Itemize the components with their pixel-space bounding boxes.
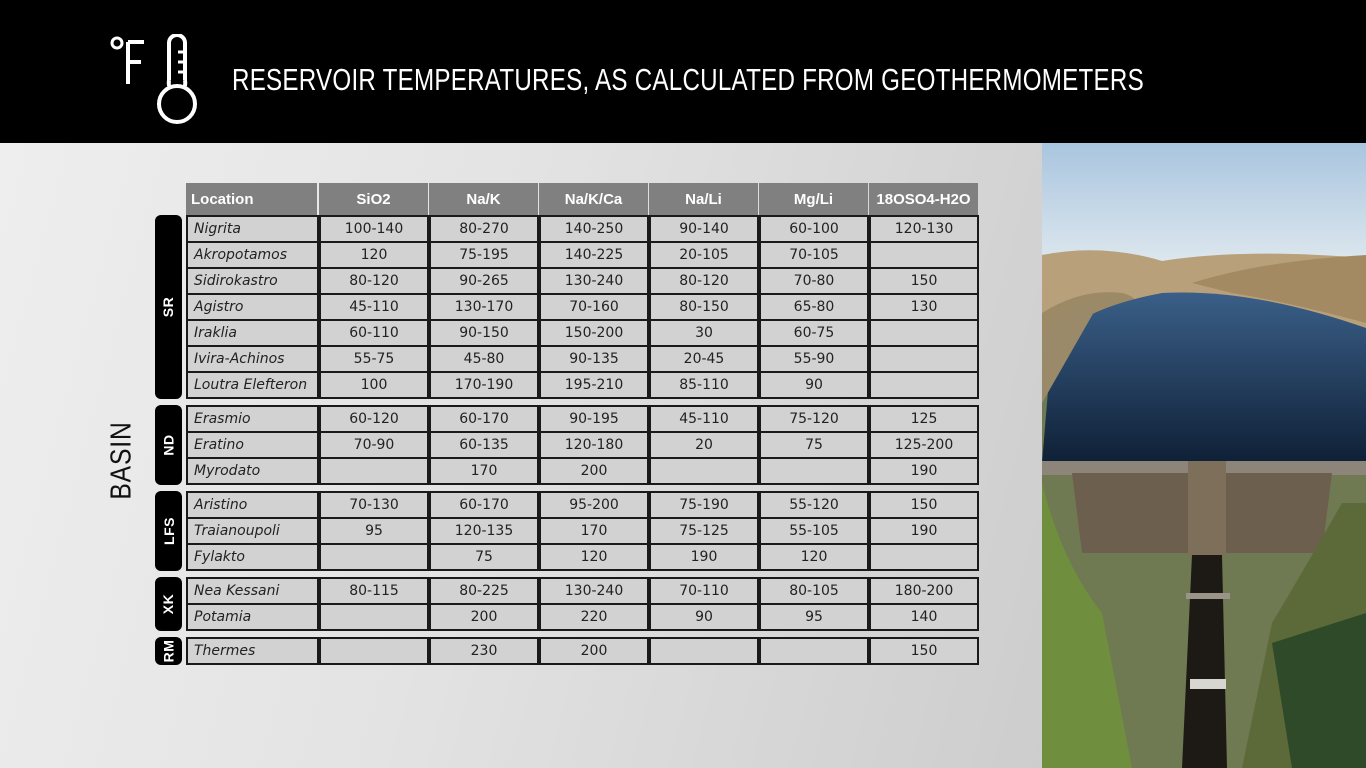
value-cell: 90-140 bbox=[649, 215, 759, 243]
location-cell: Nigrita bbox=[186, 215, 319, 243]
group-code: SR bbox=[160, 296, 177, 318]
value-cell bbox=[319, 543, 429, 571]
location-cell: Loutra Elefteron bbox=[186, 371, 319, 399]
group-code: LFS bbox=[160, 517, 177, 545]
location-cell: Iraklia bbox=[186, 319, 319, 347]
value-cell: 120-135 bbox=[429, 517, 539, 545]
column-header: Na/K/Ca bbox=[539, 183, 648, 215]
location-cell: Fylakto bbox=[186, 543, 319, 571]
value-cell: 80-120 bbox=[319, 267, 429, 295]
value-cell: 45-110 bbox=[319, 293, 429, 321]
group-tab-rm bbox=[155, 637, 182, 665]
value-cell: 140-250 bbox=[539, 215, 649, 243]
group-tab-xk bbox=[155, 577, 182, 631]
value-cell: 30 bbox=[649, 319, 759, 347]
value-cell: 75-195 bbox=[429, 241, 539, 269]
header-bar bbox=[0, 0, 1366, 143]
value-cell: 180-200 bbox=[869, 577, 979, 605]
value-cell bbox=[869, 371, 979, 399]
basin-axis-label bbox=[92, 420, 152, 500]
value-cell: 130 bbox=[869, 293, 979, 321]
reservoir-dam-photo bbox=[1042, 143, 1366, 768]
value-cell: 75-120 bbox=[759, 405, 869, 433]
value-cell: 60-110 bbox=[319, 319, 429, 347]
value-cell: 60-135 bbox=[429, 431, 539, 459]
value-cell: 120-180 bbox=[539, 431, 649, 459]
value-cell: 60-170 bbox=[429, 405, 539, 433]
value-cell: 90-135 bbox=[539, 345, 649, 373]
value-cell: 55-90 bbox=[759, 345, 869, 373]
value-cell: 70-90 bbox=[319, 431, 429, 459]
column-header: 18OSO4-H2O bbox=[869, 183, 978, 215]
group-code: XK bbox=[160, 593, 177, 615]
page-title: RESERVOIR TEMPERATURES, AS CALCULATED FROM GEOTHERMOMETERS bbox=[232, 62, 1144, 97]
value-cell bbox=[649, 457, 759, 485]
group-tab-lfs bbox=[155, 491, 182, 571]
location-cell: Sidirokastro bbox=[186, 267, 319, 295]
value-cell: 200 bbox=[539, 637, 649, 665]
column-header: Location bbox=[186, 183, 317, 215]
value-cell: 140 bbox=[869, 603, 979, 631]
value-cell: 120 bbox=[539, 543, 649, 571]
location-cell: Myrodato bbox=[186, 457, 319, 485]
value-cell: 230 bbox=[429, 637, 539, 665]
location-cell: Traianoupoli bbox=[186, 517, 319, 545]
group-tab-sr bbox=[155, 215, 182, 399]
value-cell: 100-140 bbox=[319, 215, 429, 243]
location-cell: Thermes bbox=[186, 637, 319, 665]
value-cell: 75-125 bbox=[649, 517, 759, 545]
value-cell: 100 bbox=[319, 371, 429, 399]
column-header: SiO2 bbox=[319, 183, 428, 215]
value-cell bbox=[869, 543, 979, 571]
location-cell: Agistro bbox=[186, 293, 319, 321]
value-cell: 70-80 bbox=[759, 267, 869, 295]
value-cell: 150 bbox=[869, 491, 979, 519]
basin-label-text: BASIN bbox=[105, 420, 138, 500]
column-header: Mg/Li bbox=[759, 183, 868, 215]
value-cell: 190 bbox=[869, 457, 979, 485]
value-cell: 80-105 bbox=[759, 577, 869, 605]
group-code: ND bbox=[160, 434, 177, 456]
value-cell: 195-210 bbox=[539, 371, 649, 399]
value-cell: 90 bbox=[649, 603, 759, 631]
value-cell: 55-75 bbox=[319, 345, 429, 373]
value-cell: 75-190 bbox=[649, 491, 759, 519]
value-cell: 45-80 bbox=[429, 345, 539, 373]
value-cell: 150-200 bbox=[539, 319, 649, 347]
location-cell: Eratino bbox=[186, 431, 319, 459]
value-cell: 90-150 bbox=[429, 319, 539, 347]
value-cell: 70-130 bbox=[319, 491, 429, 519]
value-cell: 60-100 bbox=[759, 215, 869, 243]
value-cell: 75 bbox=[759, 431, 869, 459]
location-cell: Potamia bbox=[186, 603, 319, 631]
value-cell bbox=[319, 637, 429, 665]
value-cell: 125 bbox=[869, 405, 979, 433]
value-cell: 60-170 bbox=[429, 491, 539, 519]
value-cell: 170 bbox=[429, 457, 539, 485]
value-cell: 170 bbox=[539, 517, 649, 545]
value-cell bbox=[869, 241, 979, 269]
value-cell: 90-265 bbox=[429, 267, 539, 295]
value-cell: 220 bbox=[539, 603, 649, 631]
group-code: RM bbox=[160, 639, 177, 663]
value-cell bbox=[759, 637, 869, 665]
value-cell: 80-150 bbox=[649, 293, 759, 321]
value-cell: 20 bbox=[649, 431, 759, 459]
value-cell: 95 bbox=[319, 517, 429, 545]
value-cell: 200 bbox=[539, 457, 649, 485]
value-cell: 130-170 bbox=[429, 293, 539, 321]
value-cell: 55-105 bbox=[759, 517, 869, 545]
group-tab-nd bbox=[155, 405, 182, 485]
value-cell: 65-80 bbox=[759, 293, 869, 321]
value-cell: 70-160 bbox=[539, 293, 649, 321]
value-cell bbox=[869, 345, 979, 373]
value-cell: 190 bbox=[869, 517, 979, 545]
value-cell: 120-130 bbox=[869, 215, 979, 243]
value-cell: 70-110 bbox=[649, 577, 759, 605]
value-cell: 80-115 bbox=[319, 577, 429, 605]
value-cell: 130-240 bbox=[539, 267, 649, 295]
value-cell: 120 bbox=[319, 241, 429, 269]
value-cell bbox=[319, 457, 429, 485]
value-cell: 60-75 bbox=[759, 319, 869, 347]
location-cell: Nea Kessani bbox=[186, 577, 319, 605]
value-cell: 20-105 bbox=[649, 241, 759, 269]
column-header: Na/Li bbox=[649, 183, 758, 215]
value-cell: 75 bbox=[429, 543, 539, 571]
value-cell: 95 bbox=[759, 603, 869, 631]
value-cell: 95-200 bbox=[539, 491, 649, 519]
value-cell: 125-200 bbox=[869, 431, 979, 459]
value-cell: 85-110 bbox=[649, 371, 759, 399]
value-cell bbox=[759, 457, 869, 485]
location-cell: Aristino bbox=[186, 491, 319, 519]
value-cell: 90-195 bbox=[539, 405, 649, 433]
column-header: Na/K bbox=[429, 183, 538, 215]
value-cell: 80-270 bbox=[429, 215, 539, 243]
value-cell: 45-110 bbox=[649, 405, 759, 433]
value-cell: 80-120 bbox=[649, 267, 759, 295]
value-cell: 170-190 bbox=[429, 371, 539, 399]
value-cell: 150 bbox=[869, 637, 979, 665]
value-cell bbox=[869, 319, 979, 347]
value-cell: 140-225 bbox=[539, 241, 649, 269]
value-cell: 90 bbox=[759, 371, 869, 399]
value-cell: 55-120 bbox=[759, 491, 869, 519]
value-cell: 80-225 bbox=[429, 577, 539, 605]
location-cell: Erasmio bbox=[186, 405, 319, 433]
value-cell: 130-240 bbox=[539, 577, 649, 605]
location-cell: Ivira-Achinos bbox=[186, 345, 319, 373]
location-cell: Akropotamos bbox=[186, 241, 319, 269]
value-cell: 120 bbox=[759, 543, 869, 571]
value-cell: 190 bbox=[649, 543, 759, 571]
thermometer-fahrenheit-icon bbox=[108, 34, 200, 128]
value-cell: 200 bbox=[429, 603, 539, 631]
value-cell: 20-45 bbox=[649, 345, 759, 373]
value-cell bbox=[649, 637, 759, 665]
value-cell: 70-105 bbox=[759, 241, 869, 269]
value-cell: 150 bbox=[869, 267, 979, 295]
value-cell: 60-120 bbox=[319, 405, 429, 433]
value-cell bbox=[319, 603, 429, 631]
